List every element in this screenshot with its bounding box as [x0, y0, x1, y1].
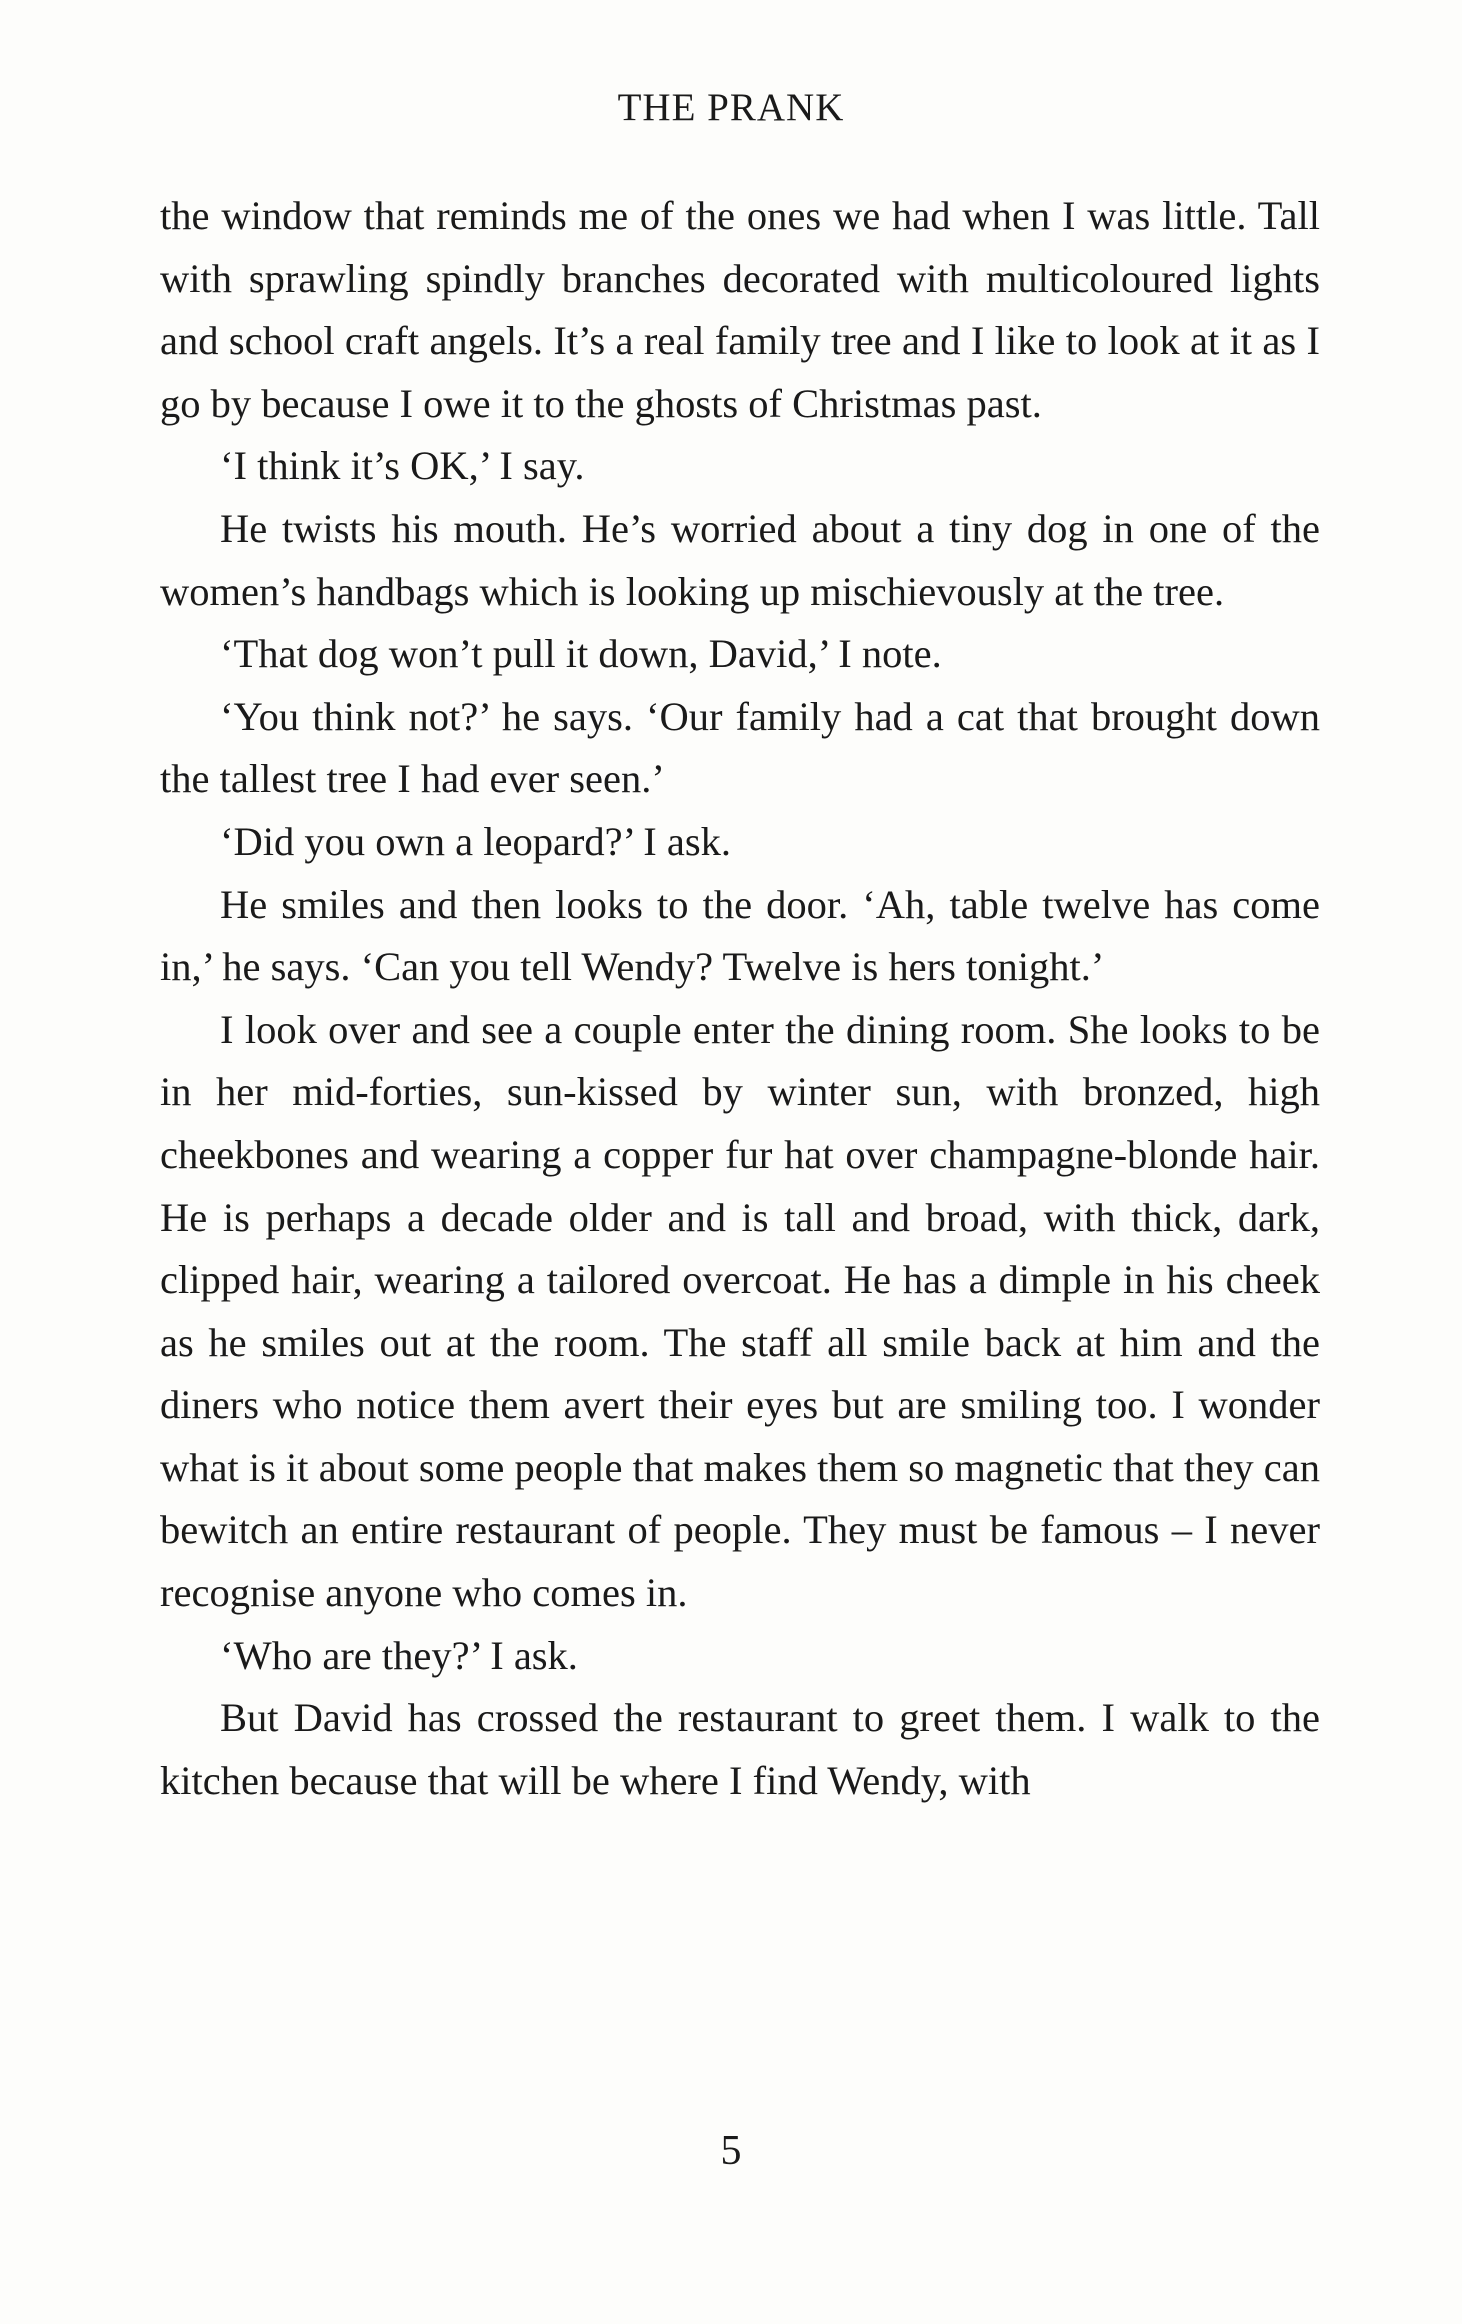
- paragraph: I look over and see a couple enter the dining room. She looks to be in her mid-forties, sun-kissed by winter sun, with bronzed, high cheekbones and wearing a copper fur hat over champagne-blonde hair. He is perhaps a decade older and is tall and broad, with thick, dark, clipped hair, wearing a tailored overcoat. He has a dimple in his cheek as he smiles out at the room. The staff all smile back at him and the diners who notice them avert their eyes but are smiling too. I wonder what is it about some people that makes them so magnetic that they can bewitch an entire restaurant of people. They must be famous – I never recognise anyone who comes in.: [160, 1006, 1320, 1616]
- paragraph: He twists his mouth. He’s worried about a tiny dog in one of the women’s handbags which is looking up mischievously at the tree.: [160, 505, 1320, 614]
- paragraph: ‘That dog won’t pull it down, David,’ I note.: [220, 631, 942, 677]
- page-number: 5: [720, 2128, 742, 2174]
- running-header: THE PRANK: [617, 86, 845, 129]
- paragraph: ‘You think not?’ he says. ‘Our family had a cat that brought down the tallest tree I had ever seen.’: [160, 693, 1320, 802]
- paragraph: ‘Who are they?’ I ask.: [220, 1632, 578, 1678]
- paragraph-continuation: the window that reminds me of the ones we had when I was little. Tall with sprawling spindly branches decorated with multicoloured lights and school craft angels. It’s a real family tree and I like to look at it as I go by because I owe it to the ghosts of Christmas past.: [160, 193, 1320, 426]
- paragraph: ‘Did you own a leopard?’ I ask.: [220, 818, 731, 864]
- body-text: [160, 185, 1320, 1812]
- paragraph: ‘I think it’s OK,’ I say.: [220, 443, 585, 489]
- paragraph: He smiles and then looks to the door. ‘Ah, table twelve has come in,’ he says. ‘Can you tell Wendy? Twelve is hers tonight.’: [160, 881, 1320, 990]
- paragraph: But David has crossed the restaurant to greet them. I walk to the kitchen because that will be where I find Wendy, with: [160, 1695, 1320, 1803]
